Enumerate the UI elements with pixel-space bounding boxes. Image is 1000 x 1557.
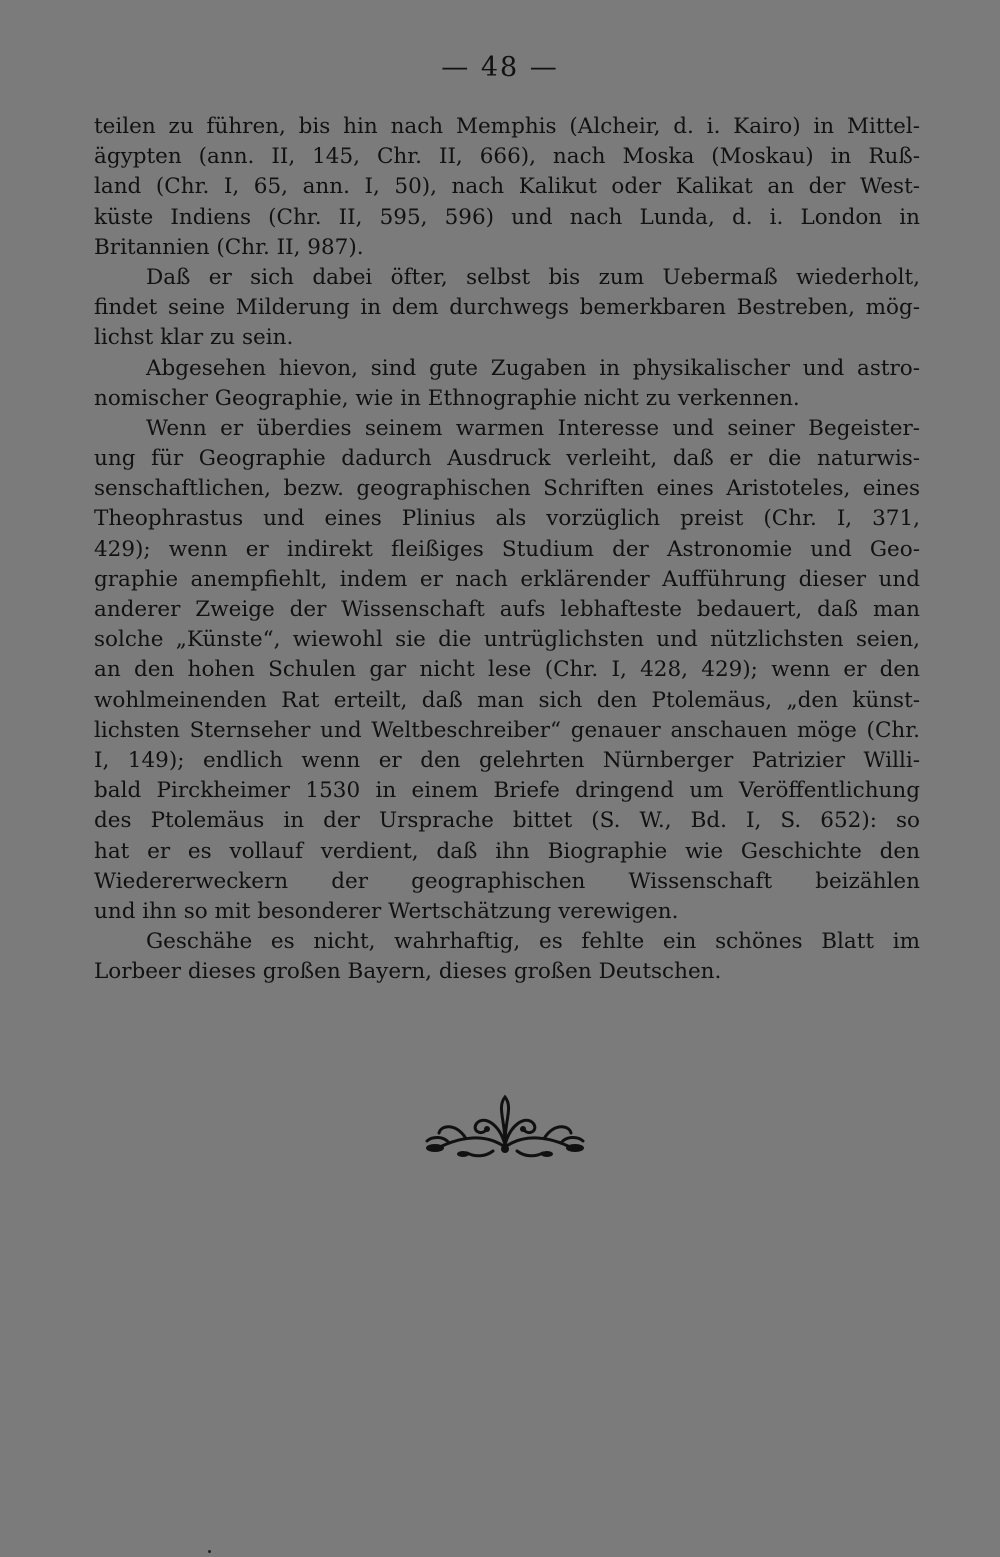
- text-line: Theophrastus und eines Plinius als vorzüglich preist (Chr. I, 371,: [94, 506, 920, 532]
- text-line: lichst klar zu sein.: [94, 325, 294, 351]
- text-line: Britannien (Chr. II, 987).: [94, 234, 364, 260]
- text-line: wohlmeinenden Rat erteilt, daß man sich den Ptolemäus, „den künst-: [94, 687, 920, 713]
- page-number: — 48 —: [441, 52, 559, 83]
- text-line: nomischer Geographie, wie in Ethnographie nicht zu verkennen.: [94, 385, 800, 411]
- body-text: [94, 112, 920, 987]
- text-line: ägypten (ann. II, 145, Chr. II, 666), nach Moska (Moskau) in Ruß-: [94, 144, 920, 170]
- text-line: Lorbeer dieses großen Bayern, dieses großen Deutschen.: [94, 959, 722, 985]
- text-line: solche „Künste“, wiewohl sie die untrüglichsten und nützlichsten seien,: [94, 627, 920, 653]
- text-line: Wiedererweckern der geographischen Wissenschaft beizählen: [94, 868, 920, 894]
- text-line: bald Pirckheimer 1530 in einem Briefe dringend um Veröffentlichung: [94, 778, 920, 804]
- decorative-ornament-icon: [405, 1085, 605, 1165]
- paper-speck: [208, 1550, 211, 1553]
- text-line: an den hohen Schulen gar nicht lese (Chr. I, 428, 429); wenn er den: [94, 657, 920, 683]
- text-line: Wenn er überdies seinem warmen Interesse und seiner Begeister-: [146, 415, 920, 441]
- text-line: Abgesehen hievon, sind gute Zugaben in physikalischer und astro-: [146, 355, 920, 381]
- text-line: Daß er sich dabei öfter, selbst bis zum Uebermaß wiederholt,: [146, 264, 920, 290]
- text-line: und ihn so mit besonderer Wertschätzung verewigen.: [94, 898, 679, 924]
- text-line: Geschähe es nicht, wahrhaftig, es fehlte ein schönes Blatt im: [146, 929, 920, 955]
- text-line: hat er es vollauf verdient, daß ihn Biographie wie Geschichte den: [94, 838, 920, 864]
- text-line: findet seine Milderung in dem durchwegs bemerkbaren Bestreben, mög-: [94, 295, 920, 321]
- text-line: küste Indiens (Chr. II, 595, 596) und nach Lunda, d. i. London in: [94, 204, 920, 230]
- text-line: land (Chr. I, 65, ann. I, 50), nach Kalikut oder Kalikat an der West-: [94, 174, 920, 200]
- text-line: des Ptolemäus in der Ursprache bittet (S. W., Bd. I, S. 652): so: [94, 808, 920, 834]
- text-line: teilen zu führen, bis hin nach Memphis (Alcheir, d. i. Kairo) in Mittel-: [94, 114, 920, 139]
- text-line: anderer Zweige der Wissenschaft aufs lebhafteste bedauert, daß man: [94, 597, 920, 622]
- text-line: senschaftlichen, bezw. geographischen Schriften eines Aristoteles, eines: [94, 476, 920, 502]
- text-line: ung für Geographie dadurch Ausdruck verleiht, daß er die naturwis-: [94, 446, 920, 472]
- text-line: graphie anempfiehlt, indem er nach erklärender Aufführung dieser und: [94, 566, 920, 592]
- text-line: lichsten Sternseher und Weltbeschreiber“ genauer anschauen möge (Chr.: [94, 717, 920, 743]
- text-line: I, 149); endlich wenn er den gelehrten Nürnberger Patrizier Willi-: [94, 747, 920, 773]
- text-line: 429); wenn er indirekt fleißiges Studium der Astronomie und Geo-: [94, 536, 920, 562]
